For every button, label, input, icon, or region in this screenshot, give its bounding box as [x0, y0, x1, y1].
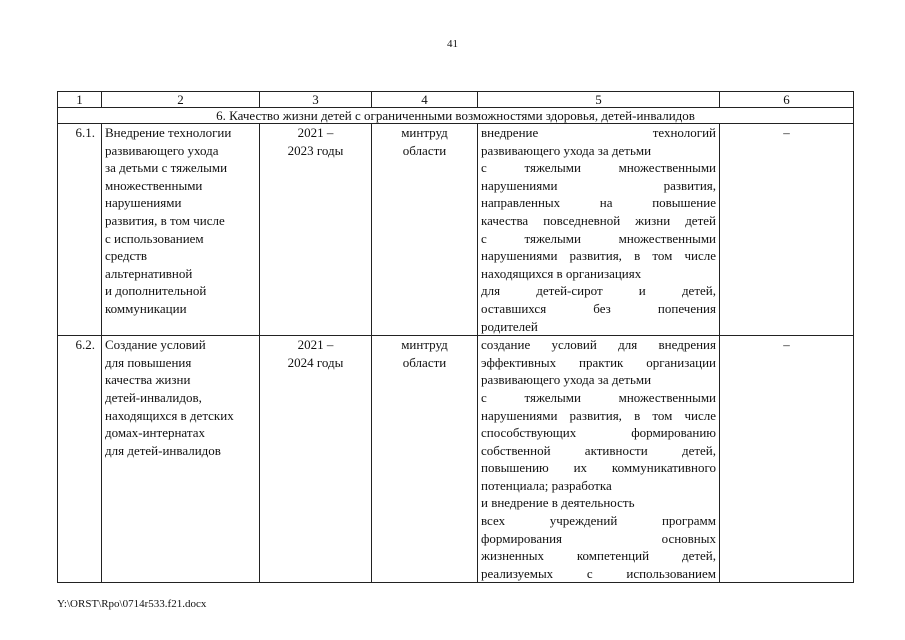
executor-line: минтруд — [401, 125, 448, 140]
result-line: с тяжелыми множественными — [481, 160, 716, 176]
result-line: нарушениями развития, в том числе — [481, 248, 716, 264]
result-line: для детей-сирот и детей, — [481, 283, 716, 299]
result-line: развивающего ухода за детьми — [481, 142, 652, 158]
activity-line: коммуникации — [105, 300, 187, 316]
result-line: нарушениями развития, в том числе — [481, 407, 716, 423]
activity-line: нарушениями — [105, 195, 182, 211]
result-line: эффективных практик организации — [481, 354, 716, 370]
column-number: 4 — [372, 92, 478, 108]
section-title: 6. Качество жизни детей с ограниченными возможностями здоровья, детей-инвалидов — [58, 108, 854, 124]
page-number: 41 — [447, 38, 458, 50]
table-row — [58, 336, 854, 583]
executor-cell — [372, 124, 478, 336]
activity-line: множественными — [105, 177, 203, 193]
activity-line: домах-интернатах — [105, 425, 205, 441]
note-cell: – — [720, 124, 854, 336]
row-number: 6.1. — [58, 124, 102, 336]
period-line: 2024 годы — [287, 354, 344, 370]
result-line: формирования основных — [481, 530, 716, 546]
result-cell — [478, 124, 720, 336]
activity-line: Внедрение технологии — [105, 125, 232, 140]
period-cell — [260, 336, 372, 583]
row-number: 6.2. — [58, 336, 102, 583]
activity-line: средств — [105, 248, 148, 264]
result-line: находящихся в организациях — [481, 265, 642, 281]
result-line: родителей — [481, 318, 538, 334]
result-line: внедрение технологий — [481, 125, 716, 140]
period-line: 2021 – — [297, 337, 334, 353]
result-cell — [478, 336, 720, 583]
result-line: потенциала; разработка — [481, 477, 612, 493]
result-line: жизненных компетенций детей, — [481, 548, 716, 564]
column-number: 2 — [102, 92, 260, 108]
result-line: оставшихся без попечения — [481, 300, 716, 316]
activity-cell — [102, 336, 260, 583]
result-line: повышению их коммуникативного — [481, 460, 716, 476]
executor-line: области — [402, 354, 447, 370]
plan-table — [57, 91, 854, 583]
activity-line: развивающего ухода — [105, 142, 219, 158]
result-line: и внедрение в деятельность — [481, 495, 635, 511]
executor-line: области — [402, 142, 447, 158]
result-line: с тяжелыми множественными — [481, 230, 716, 246]
column-number-row — [58, 92, 854, 108]
activity-line: для повышения — [105, 354, 192, 370]
period-line: 2021 – — [297, 125, 334, 140]
activity-line: развития, в том числе — [105, 212, 225, 228]
period-line: 2023 годы — [287, 142, 344, 158]
table-row — [58, 124, 854, 336]
executor-line: минтруд — [401, 337, 448, 353]
activity-cell — [102, 124, 260, 336]
activity-line: за детьми с тяжелыми — [105, 160, 228, 176]
activity-line: детей-инвалидов, — [105, 389, 202, 405]
column-number: 3 — [260, 92, 372, 108]
activity-line: и дополнительной — [105, 283, 207, 299]
activity-line: для детей-инвалидов — [105, 442, 221, 458]
result-line: всех учреждений программ — [481, 513, 716, 529]
activity-line: качества жизни — [105, 372, 191, 388]
result-line: создание условий для внедрения — [481, 337, 716, 353]
executor-cell — [372, 336, 478, 583]
result-line: качества повседневной жизни детей — [481, 212, 716, 228]
activity-line: с использованием — [105, 230, 204, 246]
result-line: с тяжелыми множественными — [481, 389, 716, 405]
result-line: развивающего ухода за детьми — [481, 372, 652, 388]
section-row — [58, 108, 854, 124]
activity-line: Создание условий — [105, 337, 206, 353]
result-line: способствующих формированию — [481, 425, 716, 441]
note-cell: – — [720, 336, 854, 583]
file-path-footer: Y:\ORST\Rpo\0714r533.f21.docx — [57, 598, 207, 610]
column-number: 5 — [478, 92, 720, 108]
activity-line: находящихся в детских — [105, 407, 234, 423]
activity-line: альтернативной — [105, 265, 193, 281]
result-line: реализуемых с использованием — [481, 565, 716, 581]
period-cell — [260, 124, 372, 336]
result-line: собственной активности детей, — [481, 442, 716, 458]
column-number: 1 — [58, 92, 102, 108]
result-line: направленных на повышение — [481, 195, 716, 211]
result-line: нарушениями развития, — [481, 177, 716, 193]
column-number: 6 — [720, 92, 854, 108]
